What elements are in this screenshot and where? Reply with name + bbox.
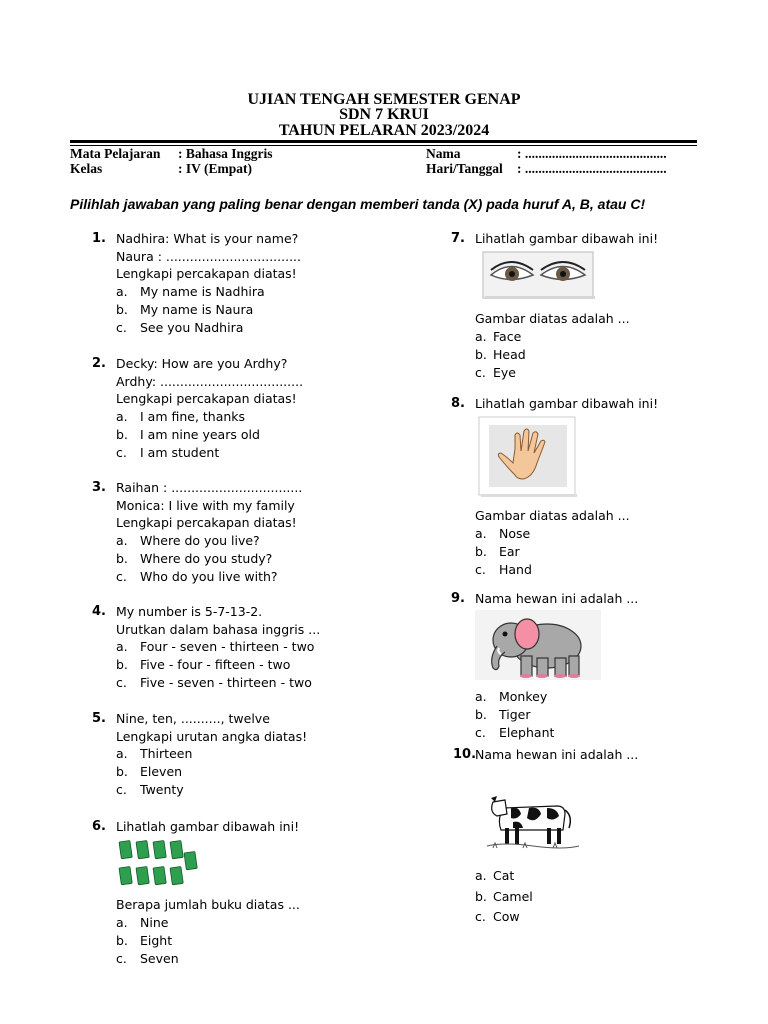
question-number: 5.: [92, 711, 106, 726]
option-b[interactable]: [116, 656, 320, 674]
question-line: Lengkapi urutan angka diatas!: [116, 728, 308, 744]
option-text: Twenty: [140, 781, 184, 797]
option-letter: c.: [475, 561, 486, 577]
question-number: 2.: [92, 356, 106, 371]
question-8: [451, 395, 659, 578]
option-c[interactable]: [475, 364, 658, 382]
option-text: Head: [493, 346, 526, 362]
option-text: Four - seven - thirteen - two: [140, 639, 315, 655]
question-line: Lihatlah gambar dibawah ini!: [475, 396, 659, 411]
question-line: Urutkan dalam bahasa inggris ...: [116, 621, 321, 637]
option-c[interactable]: [116, 674, 320, 692]
option-letter: c.: [116, 568, 127, 584]
option-text: Eleven: [140, 764, 183, 780]
instruction: Pilihlah jawaban yang paling benar dengan memberi tanda (X) pada huruf A, B, atau C!: [70, 196, 646, 212]
option-letter: b.: [116, 657, 128, 673]
question-number: 8.: [451, 396, 465, 411]
option-text: Hand: [499, 561, 532, 577]
option-b[interactable]: [475, 346, 658, 364]
option-c[interactable]: [116, 319, 301, 337]
option-text: Thirteen: [140, 746, 193, 762]
question-line: Decky: How are you Ardhy?: [116, 356, 288, 371]
option-text: I am fine, thanks: [140, 409, 246, 425]
books-image: [116, 838, 200, 888]
question-line: Gambar diatas adalah ...: [475, 508, 630, 524]
option-text: Cat: [493, 868, 515, 884]
option-letter: b.: [475, 888, 487, 904]
option-a[interactable]: [475, 328, 658, 346]
cow-image: [483, 768, 583, 858]
option-c[interactable]: [116, 781, 307, 799]
option-letter: c.: [116, 950, 127, 966]
option-c[interactable]: [116, 568, 302, 586]
option-a[interactable]: [116, 914, 300, 932]
subject-value: : Bahasa Inggris: [178, 146, 273, 161]
subject-label: Mata Pelajaran: [70, 146, 161, 161]
option-b[interactable]: [116, 763, 307, 781]
question-line: Nama hewan ini adalah ...: [475, 591, 639, 606]
option-c[interactable]: [116, 950, 300, 968]
option-text: Elephant: [499, 724, 555, 740]
question-line: Lihatlah gambar dibawah ini!: [475, 231, 659, 246]
option-letter: c.: [116, 674, 127, 690]
option-c[interactable]: [475, 561, 658, 579]
option-letter: b.: [116, 932, 128, 948]
school-year: TAHUN PELARAN 2023/2024: [278, 122, 490, 139]
question-number: 1.: [92, 231, 106, 246]
option-b[interactable]: [116, 426, 303, 444]
question-line: Lihatlah gambar dibawah ini!: [116, 819, 300, 834]
option-text: My name is Nadhira: [140, 284, 265, 300]
option-letter: a.: [116, 639, 128, 655]
option-text: I am student: [140, 444, 220, 460]
question-1: [92, 230, 301, 336]
question-number: 4.: [92, 604, 106, 619]
question-number: 6.: [92, 819, 106, 834]
option-c[interactable]: [475, 724, 638, 742]
name-field[interactable]: : ..........................................: [517, 146, 667, 161]
option-letter: b.: [475, 543, 487, 559]
question-line: Nadhira: What is your name?: [116, 231, 299, 246]
option-b[interactable]: [116, 932, 300, 950]
option-a[interactable]: [116, 638, 320, 656]
question-line: Lengkapi percakapan diatas!: [116, 266, 297, 282]
question-number: 9.: [451, 591, 465, 606]
option-letter: c.: [475, 364, 486, 380]
elephant-image: [475, 610, 601, 680]
option-letter: b.: [116, 426, 128, 442]
option-letter: a.: [475, 868, 487, 884]
option-letter: b.: [475, 707, 487, 723]
option-text: Eight: [140, 932, 173, 948]
question-line: Gambar diatas adalah ...: [475, 311, 630, 327]
question-line: Monica: I live with my family: [116, 497, 295, 513]
question-number: 3.: [92, 480, 106, 495]
option-text: Ear: [499, 543, 520, 559]
option-text: Who do you live with?: [140, 568, 278, 584]
option-text: Seven: [140, 950, 179, 966]
option-letter: c.: [116, 781, 127, 797]
question-number: 10.: [453, 747, 477, 762]
question-line: Lengkapi percakapan diatas!: [116, 515, 297, 531]
date-label: Hari/Tanggal: [426, 161, 503, 176]
option-text: Five - four - fifteen - two: [140, 657, 291, 673]
option-text: Camel: [493, 888, 533, 904]
option-text: Cow: [493, 909, 520, 925]
question-line: Ardhy: ....................................: [116, 373, 304, 389]
option-a[interactable]: [116, 532, 302, 550]
option-a[interactable]: [475, 525, 658, 543]
option-text: My name is Naura: [140, 301, 254, 317]
option-c[interactable]: [475, 907, 638, 928]
option-text: Face: [493, 329, 522, 345]
option-a[interactable]: [475, 866, 638, 887]
question-2: [92, 355, 304, 461]
option-letter: c.: [116, 319, 127, 335]
question-line: Naura : ..................................: [116, 248, 301, 264]
option-text: I am nine years old: [140, 426, 260, 442]
option-a[interactable]: [116, 408, 303, 426]
question-3: [92, 479, 303, 585]
option-a[interactable]: [116, 283, 301, 301]
eyes-image: [481, 250, 601, 302]
option-a[interactable]: [475, 688, 638, 706]
question-10: [453, 746, 639, 928]
question-line: Nine, ten, .........., twelve: [116, 711, 270, 726]
name-label: Nama: [426, 146, 461, 161]
option-letter: b.: [116, 764, 128, 780]
option-text: Nine: [140, 915, 169, 931]
option-letter: b.: [475, 346, 487, 362]
option-b[interactable]: [116, 301, 301, 319]
question-line: Raihan : .................................: [116, 480, 303, 495]
question-9: [451, 590, 639, 742]
question-number: 7.: [451, 231, 465, 246]
question-line: Berapa jumlah buku diatas ...: [116, 897, 300, 913]
question-line: Nama hewan ini adalah ...: [475, 747, 639, 762]
school-name: SDN 7 KRUI: [339, 106, 429, 123]
header-rule-thick: [70, 140, 697, 143]
class-label: Kelas: [70, 161, 103, 176]
option-letter: a.: [116, 746, 128, 762]
option-text: Monkey: [499, 689, 548, 705]
option-b[interactable]: [116, 550, 302, 568]
option-text: Where do you study?: [140, 550, 273, 566]
question-line: Lengkapi percakapan diatas!: [116, 391, 297, 407]
option-letter: a.: [475, 689, 487, 705]
option-text: Eye: [493, 364, 516, 380]
option-letter: c.: [475, 724, 486, 740]
question-5: [92, 710, 308, 799]
question-7: [451, 230, 659, 381]
option-text: Five - seven - thirteen - two: [140, 674, 312, 690]
option-letter: b.: [116, 550, 128, 566]
date-field[interactable]: : ..........................................: [517, 161, 667, 176]
option-letter: b.: [116, 301, 128, 317]
question-4: [92, 603, 321, 692]
question-line: My number is 5-7-13-2.: [116, 604, 263, 619]
class-value: : IV (Empat): [178, 161, 252, 176]
option-b[interactable]: [475, 543, 658, 561]
option-text: Nose: [499, 526, 531, 542]
option-text: See you Nadhira: [140, 319, 244, 335]
option-letter: a.: [116, 284, 128, 300]
exam-title: UJIAN TENGAH SEMESTER GENAP: [247, 91, 521, 108]
option-text: Where do you live?: [140, 533, 260, 549]
option-letter: a.: [116, 409, 128, 425]
option-letter: a.: [116, 533, 128, 549]
option-a[interactable]: [116, 745, 307, 763]
option-letter: c.: [475, 909, 486, 925]
option-letter: a.: [475, 526, 487, 542]
option-b[interactable]: [475, 706, 638, 724]
option-c[interactable]: [116, 444, 303, 462]
option-letter: a.: [475, 329, 487, 345]
option-letter: c.: [116, 444, 127, 460]
option-text: Tiger: [499, 707, 531, 723]
question-6: [92, 818, 300, 967]
hand-image: [477, 415, 581, 499]
option-letter: a.: [116, 915, 128, 931]
option-b[interactable]: [475, 887, 638, 908]
